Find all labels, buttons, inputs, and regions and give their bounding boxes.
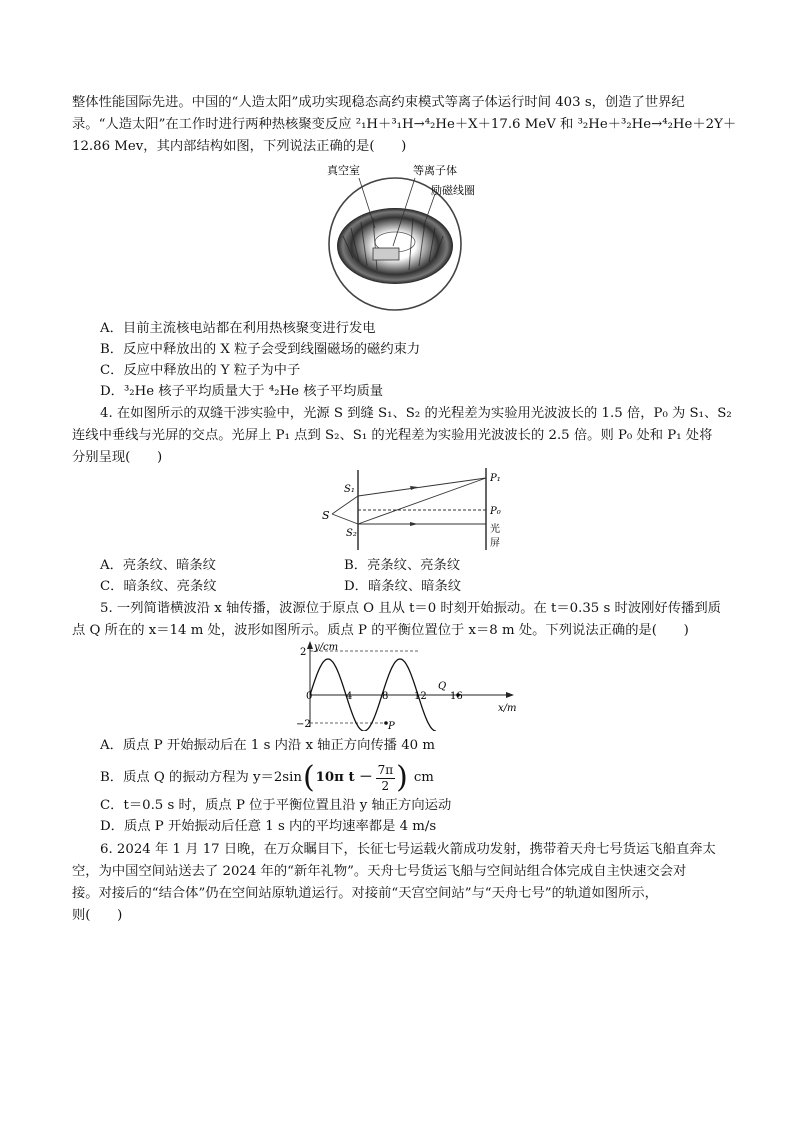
label-Q: Q <box>438 681 447 692</box>
fraction-numerator: 7π <box>377 762 394 777</box>
label-coil: 励磁线圈 <box>431 184 475 197</box>
fraction <box>376 763 396 794</box>
double-slit-figure <box>318 466 518 552</box>
q5-text-line2: 点 Q 所在的 x＝14 m 处，波形如图所示。质点 P 的平衡位置位于 x＝8 m 处。下列说法正确的是( ) <box>72 623 689 638</box>
label-S2: S₂ <box>346 528 357 539</box>
label-P: P <box>388 721 395 731</box>
q6-text-line2: 空，为中国空间站送去了 2024 年的“新年礼物”。天舟七号货运飞船与空间站组合体完成自主快速交会对 <box>72 864 687 879</box>
right-paren: ) <box>396 760 408 795</box>
q3-option-a: A．目前主流核电站都在利用热核聚变进行发电 <box>100 321 376 336</box>
label-screen-2: 屏 <box>490 538 500 549</box>
xtick-4: 4 <box>346 691 353 702</box>
q3-text-line1: 整体性能国际先进。中国的“人造太阳”成功实现稳态高约束模式等离子体运行时间 403 s，创造了世界纪 <box>72 95 685 110</box>
q5-option-d: D．质点 P 开始振动后任意 1 s 内的平均速率都是 4 m/s <box>100 819 437 834</box>
q3-text-line2: 录。“人造太阳”在工作时进行两种热核聚变反应 ²₁H＋³₁H→⁴₂He＋X＋17.6 MeV 和 ³₂He＋³₂He→⁴₂He＋2Y＋ <box>72 117 737 132</box>
xtick-16: 16 <box>450 691 463 702</box>
q3-text-line3: 12.86 Mev，其内部结构如图，下列说法正确的是( ) <box>72 139 407 154</box>
xtick-8: 8 <box>382 691 389 702</box>
y-axis-label: y/cm <box>314 642 339 653</box>
q5-option-b <box>100 760 434 796</box>
label-vacuum: 真空室 <box>327 164 360 177</box>
q4-option-c: C．暗条纹、亮条纹 <box>100 579 217 594</box>
q5-option-b-unit: cm <box>413 770 434 785</box>
label-S: S <box>322 509 330 522</box>
q5-option-b-phase: 10π t － <box>315 770 373 785</box>
q4-text-line3: 分别呈现( ) <box>72 450 163 465</box>
x-axis-label: x/m <box>498 703 517 714</box>
label-plasma: 等离子体 <box>413 164 457 177</box>
ytick-neg2: −2 <box>296 719 311 730</box>
label-P0: P₀ <box>490 506 501 517</box>
fraction-denominator: 2 <box>381 778 390 793</box>
ytick-2: 2 <box>300 647 307 658</box>
tokamak-figure <box>315 158 475 314</box>
label-screen-1: 光 <box>490 524 500 535</box>
q4-option-a: A．亮条纹、暗条纹 <box>100 558 216 573</box>
left-paren: ( <box>302 760 315 795</box>
q6-text-line3: 接。对接后的“结合体”仍在空间站原轨道运行。对接前“天宫空间站”与“天舟七号”的轨道如图所示， <box>72 886 658 901</box>
q4-text-line2: 连线中垂线与光屏的交点。光屏上 P₁ 点到 S₂、S₁ 的光程差为实验用光波波长的 2.5 倍。则 P₀ 处和 P₁ 处将 <box>72 428 713 443</box>
xtick-12: 12 <box>414 691 427 702</box>
label-P1: P₁ <box>490 473 501 484</box>
label-S1: S₁ <box>344 484 355 495</box>
q4-text-line1: 4. 在如图所示的双缝干涉实验中，光源 S 到缝 S₁、S₂ 的光程差为实验用光波波长的 1.5 倍，P₀ 为 S₁、S₂ <box>100 406 732 421</box>
q3-option-b: B．反应中释放出的 X 粒子会受到线圈磁场的磁约束力 <box>100 342 421 357</box>
q3-option-c: C．反应中释放出的 Y 粒子为中子 <box>100 363 301 378</box>
q6-text-line1: 6. 2024 年 1 月 17 日晚，在万众瞩目下，长征七号运载火箭成功发射，携带着天舟七号货运飞船直奔太 <box>100 842 716 857</box>
origin-label: 0 <box>306 691 313 702</box>
q3-option-d: D．³₂He 核子平均质量大于 ⁴₂He 核子平均质量 <box>100 384 384 399</box>
q4-option-d: D．暗条纹、暗条纹 <box>344 579 462 594</box>
q4-option-b: B．亮条纹、亮条纹 <box>344 558 461 573</box>
q5-option-a: A．质点 P 开始振动后在 1 s 内沿 x 轴正方向传播 40 m <box>100 738 435 753</box>
q5-option-c: C．t＝0.5 s 时，质点 P 位于平衡位置且沿 y 轴正方向运动 <box>100 798 452 813</box>
q5-option-b-text: B．质点 Q 的振动方程为 y＝2sin <box>100 770 302 785</box>
cutaway-section <box>373 248 399 260</box>
q6-text-line4: 则( ) <box>72 908 123 923</box>
wave-graph <box>292 641 522 731</box>
q5-text-line1: 5. 一列简谐横波沿 x 轴传播，波源位于原点 O 且从 t＝0 时刻开始振动。在 t＝0.35 s 时波刚好传播到质 <box>100 601 721 616</box>
